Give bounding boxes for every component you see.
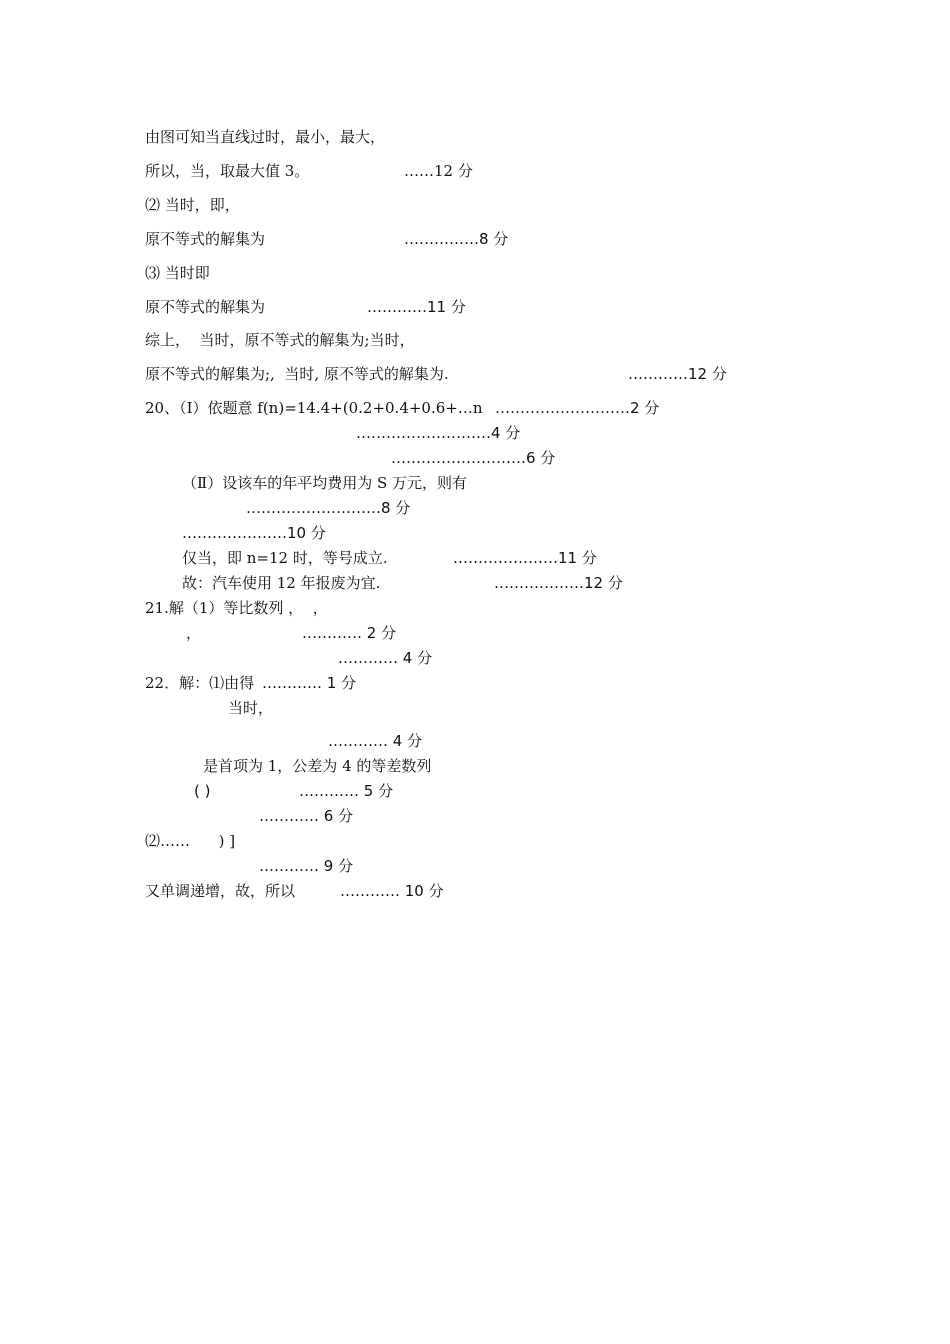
text-line: 是首项为 1，公差为 4 的等差数列 (203, 757, 432, 775)
text-line: 所以，当，取最大值 3。 (145, 162, 310, 180)
text-line: 22．解：⑴由得 (145, 674, 255, 692)
text-line: ⑵…… ) ] (145, 832, 236, 850)
text-line: 21.解（1）等比数列 ， ， (145, 599, 328, 617)
score-mark: ………………………8 分 (246, 499, 411, 517)
text-line: 仅当，即 n=12 时，等号成立. (182, 549, 388, 567)
text-line: 由图可知当直线过时，最小，最大， (145, 128, 386, 146)
text-line: 原不等式的解集为 (145, 298, 266, 316)
score-mark: ………… 6 分 (259, 807, 354, 825)
score-mark: ………………………6 分 (391, 449, 556, 467)
score-mark: …………11 分 (367, 298, 466, 316)
score-mark: …………………11 分 (453, 549, 597, 567)
score-mark: ………… 2 分 (302, 624, 397, 642)
text-line: 综上， 当时，原不等式的解集为;当时， (145, 331, 415, 349)
text-line: 又单调递增，故，所以 (145, 882, 296, 900)
text-line: 原不等式的解集为 (145, 230, 266, 248)
score-mark: ……………8 分 (404, 230, 509, 248)
text-line: 20、（Ⅰ）依题意 f(n)=14.4+(0.2+0.4+0.6+…n (145, 399, 483, 417)
text-line: 当时， (228, 699, 274, 717)
text-line: 原不等式的解集为;, 当时, 原不等式的解集为. (145, 365, 449, 383)
text-line: 故：汽车使用 12 年报废为宜. (182, 574, 381, 592)
score-mark: ………………………4 分 (356, 424, 521, 442)
score-mark: ………… 1 分 (262, 674, 357, 692)
score-mark: ………… 5 分 (299, 782, 394, 800)
score-mark: ………… 9 分 (259, 857, 354, 875)
text-line: ⑶ 当时即 (145, 264, 210, 282)
score-mark: ………… 10 分 (340, 882, 444, 900)
score-mark: ………… 4 分 (338, 649, 433, 667)
score-mark: ………………12 分 (494, 574, 623, 592)
score-mark: …………12 分 (628, 365, 727, 383)
score-mark: ………………………2 分 (495, 399, 660, 417)
score-mark: ………… 4 分 (328, 732, 423, 750)
score-mark: …………………10 分 (182, 524, 326, 542)
text-line: （Ⅱ）设该车的年平均费用为 S 万元，则有 (182, 474, 468, 492)
text-line: ， (186, 624, 202, 642)
score-mark: ……12 分 (404, 162, 473, 180)
text-line: ⑵ 当时，即， (145, 196, 240, 214)
text-line: ( ) (194, 782, 211, 800)
